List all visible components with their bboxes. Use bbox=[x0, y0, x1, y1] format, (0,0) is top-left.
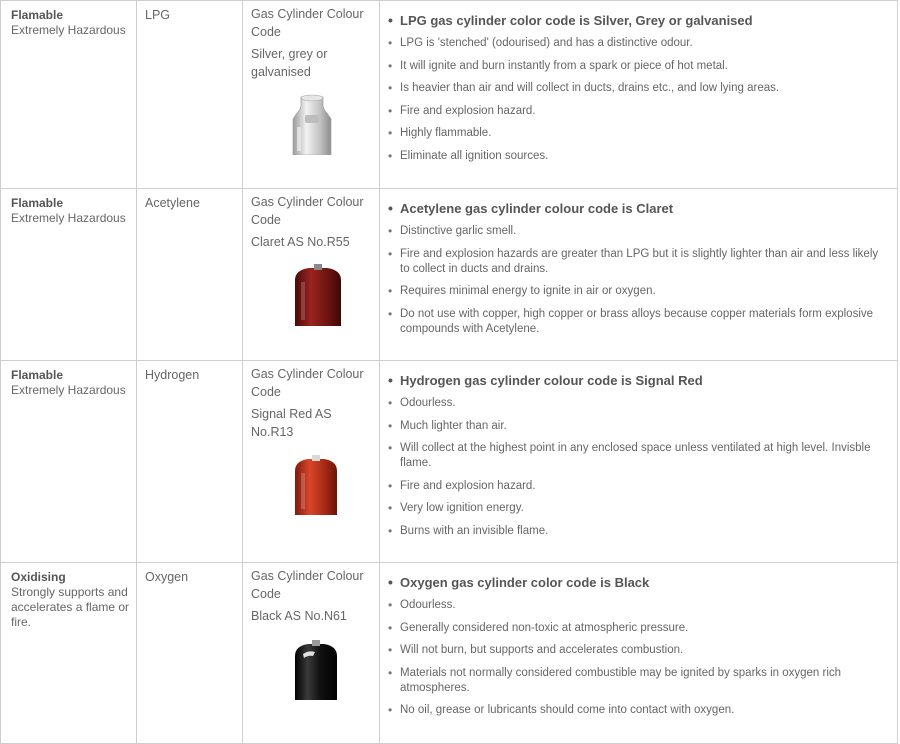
facts-list bbox=[388, 201, 889, 337]
list-item: • It will ignite and burn instantly from a spark or piece of hot metal. bbox=[388, 59, 889, 74]
colour-code-value: Claret AS No.R55 bbox=[251, 235, 350, 249]
black-cylinder-icon bbox=[289, 640, 343, 700]
gas-name-cell bbox=[137, 189, 243, 361]
gas-name: Acetylene bbox=[145, 196, 200, 210]
hazard-description: Extremely Hazardous bbox=[11, 23, 126, 37]
colour-code-label: Gas Cylinder Colour Code bbox=[251, 7, 364, 39]
details-cell bbox=[380, 189, 898, 361]
colour-code-cell bbox=[243, 1, 380, 189]
colour-code-value: Black AS No.N61 bbox=[251, 609, 347, 623]
list-item: • Odourless. bbox=[388, 598, 889, 613]
gas-name-cell bbox=[137, 361, 243, 563]
facts-list bbox=[388, 373, 889, 539]
colour-code-heading: • Hydrogen gas cylinder colour code is Signal Red bbox=[388, 373, 889, 388]
details-cell bbox=[380, 361, 898, 563]
list-item: • Requires minimal energy to ignite in air or oxygen. bbox=[388, 284, 889, 299]
table-row-lpg bbox=[1, 1, 898, 189]
list-item: • Will not burn, but supports and accelerates combustion. bbox=[388, 643, 889, 658]
list-item: • Burns with an invisible flame. bbox=[388, 524, 889, 539]
gas-name: LPG bbox=[145, 8, 171, 22]
hazard-class: Flamable bbox=[11, 196, 64, 210]
colour-code-value: Silver, grey or galvanised bbox=[251, 47, 328, 79]
list-item: • Distinctive garlic smell. bbox=[388, 224, 889, 239]
list-item: • Much lighter than air. bbox=[388, 419, 889, 434]
hazard-class: Flamable bbox=[11, 368, 64, 382]
gas-name-cell bbox=[137, 563, 243, 744]
hazard-cell bbox=[1, 189, 137, 361]
details-cell bbox=[380, 563, 898, 744]
table-row-oxygen bbox=[1, 563, 898, 744]
list-item: • Materials not normally considered combustible may be ignited by sparks in oxygen rich atmospheres. bbox=[388, 666, 889, 696]
hazard-description: Extremely Hazardous bbox=[11, 211, 126, 225]
list-item: • Highly flammable. bbox=[388, 126, 889, 141]
list-item: • Odourless. bbox=[388, 396, 889, 411]
colour-code-value: Signal Red AS No.R13 bbox=[251, 407, 332, 439]
list-item: • Fire and explosion hazard. bbox=[388, 104, 889, 119]
list-item: • Will collect at the highest point in any enclosed space unless ventilated at high level. Invisble flame. bbox=[388, 441, 889, 471]
facts-list bbox=[388, 13, 889, 164]
list-item: • Eliminate all ignition sources. bbox=[388, 149, 889, 164]
hazard-description: Strongly supports and accelerates a flame or fire. bbox=[11, 585, 130, 629]
gas-name: Oxygen bbox=[145, 570, 189, 584]
list-item: • Fire and explosion hazards are greater than LPG but it is slightly lighter than air and less likely to collect in ducts and drains. bbox=[388, 247, 889, 277]
colour-code-heading: • Acetylene gas cylinder colour code is Claret bbox=[388, 201, 889, 216]
colour-code-heading: • Oxygen gas cylinder color code is Black bbox=[388, 575, 889, 590]
hazard-cell bbox=[1, 1, 137, 189]
claret-cylinder-icon bbox=[289, 264, 347, 326]
list-item: • Very low ignition energy. bbox=[388, 501, 889, 516]
gas-name-cell bbox=[137, 1, 243, 189]
details-cell bbox=[380, 1, 898, 189]
table-row-hydrogen bbox=[1, 361, 898, 563]
list-item: • Do not use with copper, high copper or brass alloys because copper materials form explosive compounds with Acetylene. bbox=[388, 307, 889, 337]
facts-list bbox=[388, 575, 889, 718]
silver-cylinder-icon bbox=[285, 93, 339, 155]
colour-code-label: Gas Cylinder Colour Code bbox=[251, 569, 364, 601]
colour-code-heading: • LPG gas cylinder color code is Silver, Grey or galvanised bbox=[388, 13, 889, 28]
hazard-class: Oxidising bbox=[11, 570, 66, 584]
list-item: • LPG is 'stenched' (odourised) and has a distinctive odour. bbox=[388, 36, 889, 51]
colour-code-label: Gas Cylinder Colour Code bbox=[251, 195, 364, 227]
gas-name: Hydrogen bbox=[145, 368, 200, 382]
hazard-description: Extremely Hazardous bbox=[11, 383, 126, 397]
colour-code-cell bbox=[243, 563, 380, 744]
list-item: • Generally considered non-toxic at atmospheric pressure. bbox=[388, 621, 889, 636]
colour-code-label: Gas Cylinder Colour Code bbox=[251, 367, 364, 399]
list-item: • Is heavier than air and will collect in ducts, drains etc., and low lying areas. bbox=[388, 81, 889, 96]
list-item: • Fire and explosion hazard. bbox=[388, 479, 889, 494]
colour-code-cell bbox=[243, 189, 380, 361]
colour-code-cell bbox=[243, 361, 380, 563]
hazard-cell bbox=[1, 563, 137, 744]
red-cylinder-icon bbox=[289, 455, 343, 515]
list-item: • No oil, grease or lubricants should come into contact with oxygen. bbox=[388, 703, 889, 718]
table-row-acetylene bbox=[1, 189, 898, 361]
hazard-cell bbox=[1, 361, 137, 563]
hazard-class: Flamable bbox=[11, 8, 64, 22]
